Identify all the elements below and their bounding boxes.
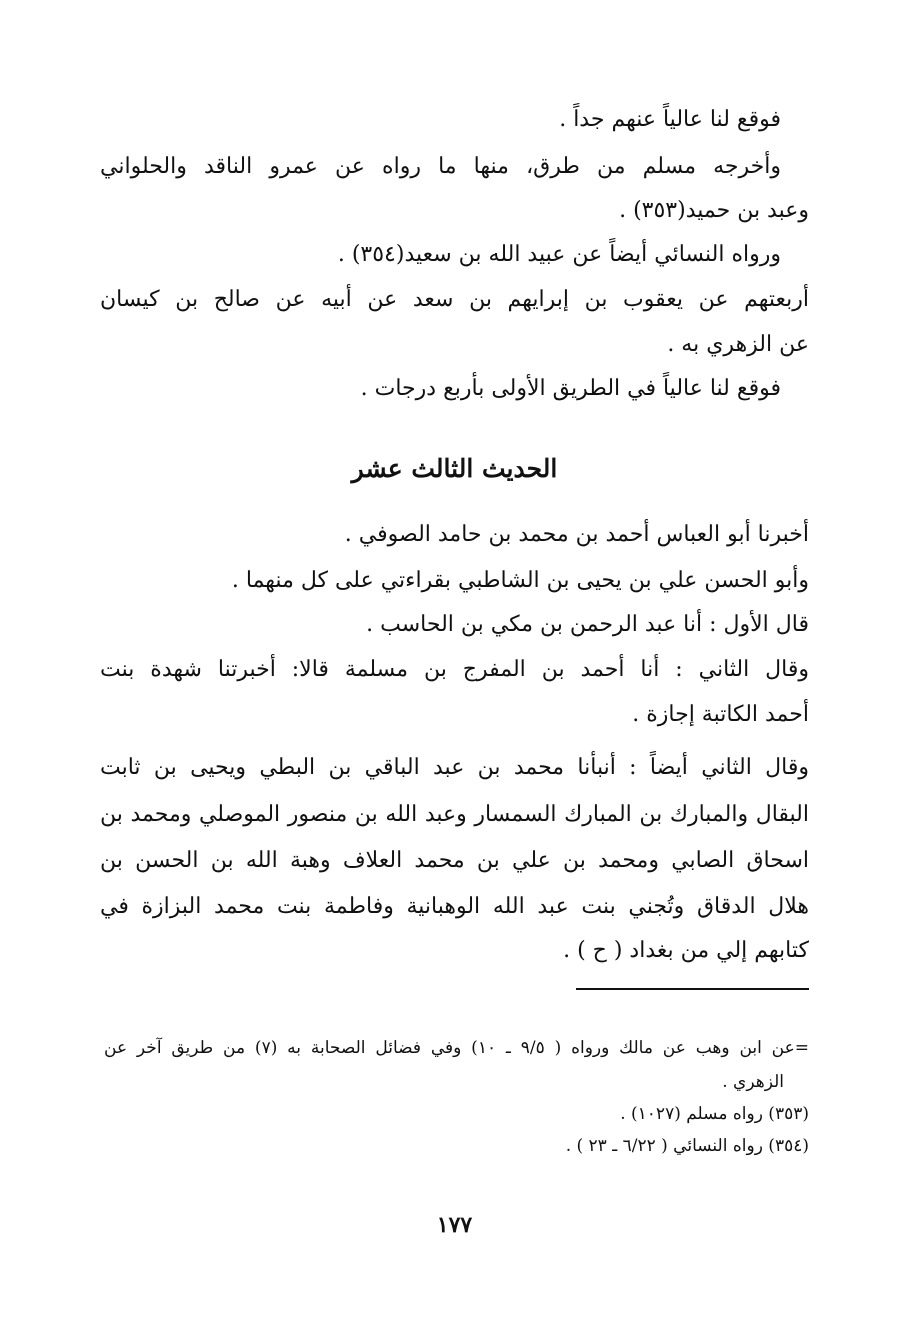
footnote-divider: [576, 988, 809, 990]
page-number: ١٧٧: [436, 1212, 473, 1238]
text-line: فوقع لنا عالياً في الطريق الأولى بأربع درجات .: [360, 376, 781, 401]
text-line: أحمد الكاتبة إجازة .: [632, 702, 809, 727]
text-line: عن الزهري به .: [667, 332, 809, 357]
text-line: ورواه النسائي أيضاً عن عبيد الله بن سعيد(٣٥٤) .: [337, 242, 781, 267]
text-line: أخبرنا أبو العباس أحمد بن محمد بن حامد الصوفي .: [344, 522, 809, 547]
text-line: البقال والمبارك بن المبارك السمسار وعبد الله بن منصور الموصلي ومحمد بن: [100, 802, 809, 827]
footnote: (٣٥٣) رواه مسلم (١٠٢٧) .: [620, 1104, 809, 1124]
text-line: وأبو الحسن علي بن يحيى بن الشاطبي بقراءتي على كل منهما .: [231, 568, 809, 593]
text-line: فوقع لنا عالياً عنهم جداً .: [559, 107, 781, 132]
footnote: (٣٥٤) رواه النسائي ( ٦/٢٢ ـ ٢٣ ) .: [565, 1136, 809, 1156]
text-line: اسحاق الصابي ومحمد بن علي بن محمد العلاف وهبة الله بن الحسن بن: [100, 848, 809, 873]
text-line: هلال الدقاق وتُجني بنت عبد الله الوهبانية وفاطمة بنت محمد البزازة في: [100, 894, 809, 919]
text-line: وعبد بن حميد(٣٥٣) .: [619, 198, 809, 223]
text-line: وأخرجه مسلم من طرق، منها ما رواه عن عمرو الناقد والحلواني: [100, 154, 781, 179]
text-line: وقال الثاني أيضاً : أنبأنا محمد بن عبد الباقي بن البطي ويحيى بن ثابت: [100, 755, 809, 780]
text-line: أربعتهم عن يعقوب بن إبرايهم بن سعد عن أبيه عن صالح بن كيسان: [100, 287, 809, 312]
text-line: كتابهم إلي من بغداد ( ح ) .: [563, 938, 809, 963]
section-heading: الحديث الثالث عشر: [351, 454, 558, 483]
footnote-line: =عن ابن وهب عن مالك ورواه ( ٩/٥ ـ ١٠) وفي فضائل الصحابة به (٧) من طريق آخر عن: [104, 1038, 810, 1058]
text-line: وقال الثاني : أنا أحمد بن المفرج بن مسلمة قالا: أخبرتنا شهدة بنت: [100, 657, 809, 682]
footnote-line: الزهري .: [722, 1072, 784, 1092]
text-line: قال الأول : أنا عبد الرحمن بن مكي بن الحاسب .: [366, 612, 809, 637]
